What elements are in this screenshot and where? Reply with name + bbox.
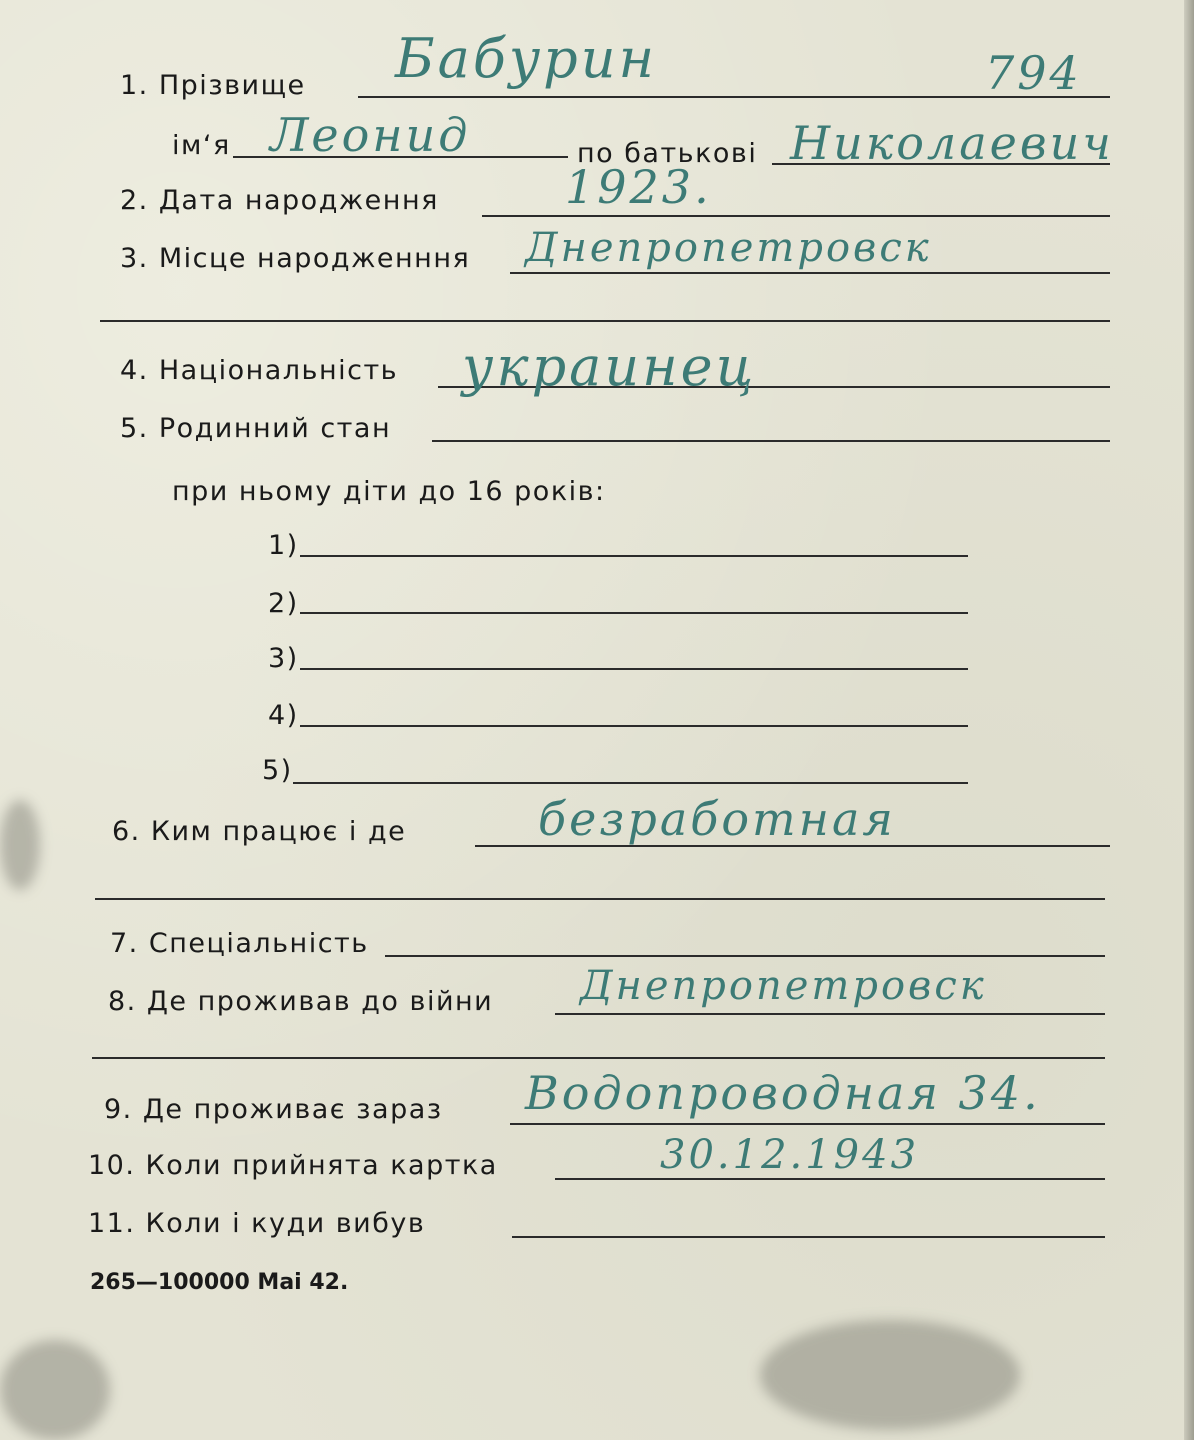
- child-1-line: [300, 555, 968, 557]
- work-label: 6. Ким працює і де: [112, 816, 407, 847]
- birth-date-entry: 1923.: [565, 160, 712, 214]
- child-5-label: 5): [262, 755, 293, 786]
- current-residence-label: 9. Де проживає зараз: [104, 1094, 443, 1125]
- patronymic-label: по батькові: [577, 138, 758, 169]
- specialty-line: [385, 955, 1105, 957]
- child-4-label: 4): [268, 700, 299, 731]
- departure-label: 11. Коли і куди вибув: [88, 1208, 426, 1239]
- child-2-line: [300, 612, 968, 614]
- marital-status-line: [432, 440, 1110, 442]
- prewar-residence-line-2: [92, 1057, 1105, 1059]
- current-residence-line: [510, 1123, 1105, 1125]
- work-line-2: [95, 898, 1105, 900]
- birth-place-line: [510, 272, 1110, 274]
- stain: [0, 1340, 110, 1440]
- child-2-label: 2): [268, 588, 299, 619]
- patronymic-entry: Николаевич: [790, 116, 1114, 170]
- nationality-label: 4. Національність: [120, 355, 399, 386]
- stain: [0, 800, 40, 890]
- birth-date-line: [482, 215, 1110, 217]
- card-date-entry: 30.12.1943: [660, 1132, 920, 1178]
- specialty-label: 7. Спеціальність: [110, 928, 369, 959]
- prewar-residence-label: 8. Де проживав до війни: [108, 986, 494, 1017]
- birth-date-label: 2. Дата народження: [120, 185, 439, 216]
- work-entry: безработная: [538, 792, 896, 846]
- child-1-label: 1): [268, 530, 299, 561]
- birth-place-line-2: [100, 320, 1110, 322]
- birth-place-label: 3. Місце народженння: [120, 243, 471, 274]
- card-date-line: [555, 1178, 1105, 1180]
- current-residence-entry: Водопроводная 34.: [525, 1066, 1041, 1120]
- print-code: 265—100000 Mai 42.: [90, 1270, 349, 1295]
- surname-label: 1. Прізвище: [120, 70, 306, 101]
- child-5-line: [293, 782, 968, 784]
- nationality-entry: украинец: [462, 335, 757, 398]
- departure-line: [512, 1236, 1105, 1238]
- birth-place-entry: Днепропетровск: [525, 225, 932, 271]
- surname-entry: Бабурин: [395, 27, 658, 90]
- child-3-line: [300, 668, 968, 670]
- stain: [760, 1320, 1020, 1430]
- prewar-residence-entry: Днепропетровск: [580, 963, 987, 1009]
- child-4-line: [300, 725, 968, 727]
- prewar-residence-line: [555, 1013, 1105, 1015]
- surname-line: [358, 96, 1110, 98]
- child-3-label: 3): [268, 643, 299, 674]
- card-edge: [1184, 0, 1194, 1440]
- first-name-entry: Леонид: [270, 108, 471, 162]
- card-number: 794: [985, 46, 1082, 100]
- marital-status-label: 5. Родинний стан: [120, 413, 392, 444]
- first-name-label: ім‘я: [172, 130, 231, 161]
- card-date-label: 10. Коли прийнята картка: [88, 1150, 498, 1181]
- children-label: при ньому діти до 16 років:: [172, 476, 606, 507]
